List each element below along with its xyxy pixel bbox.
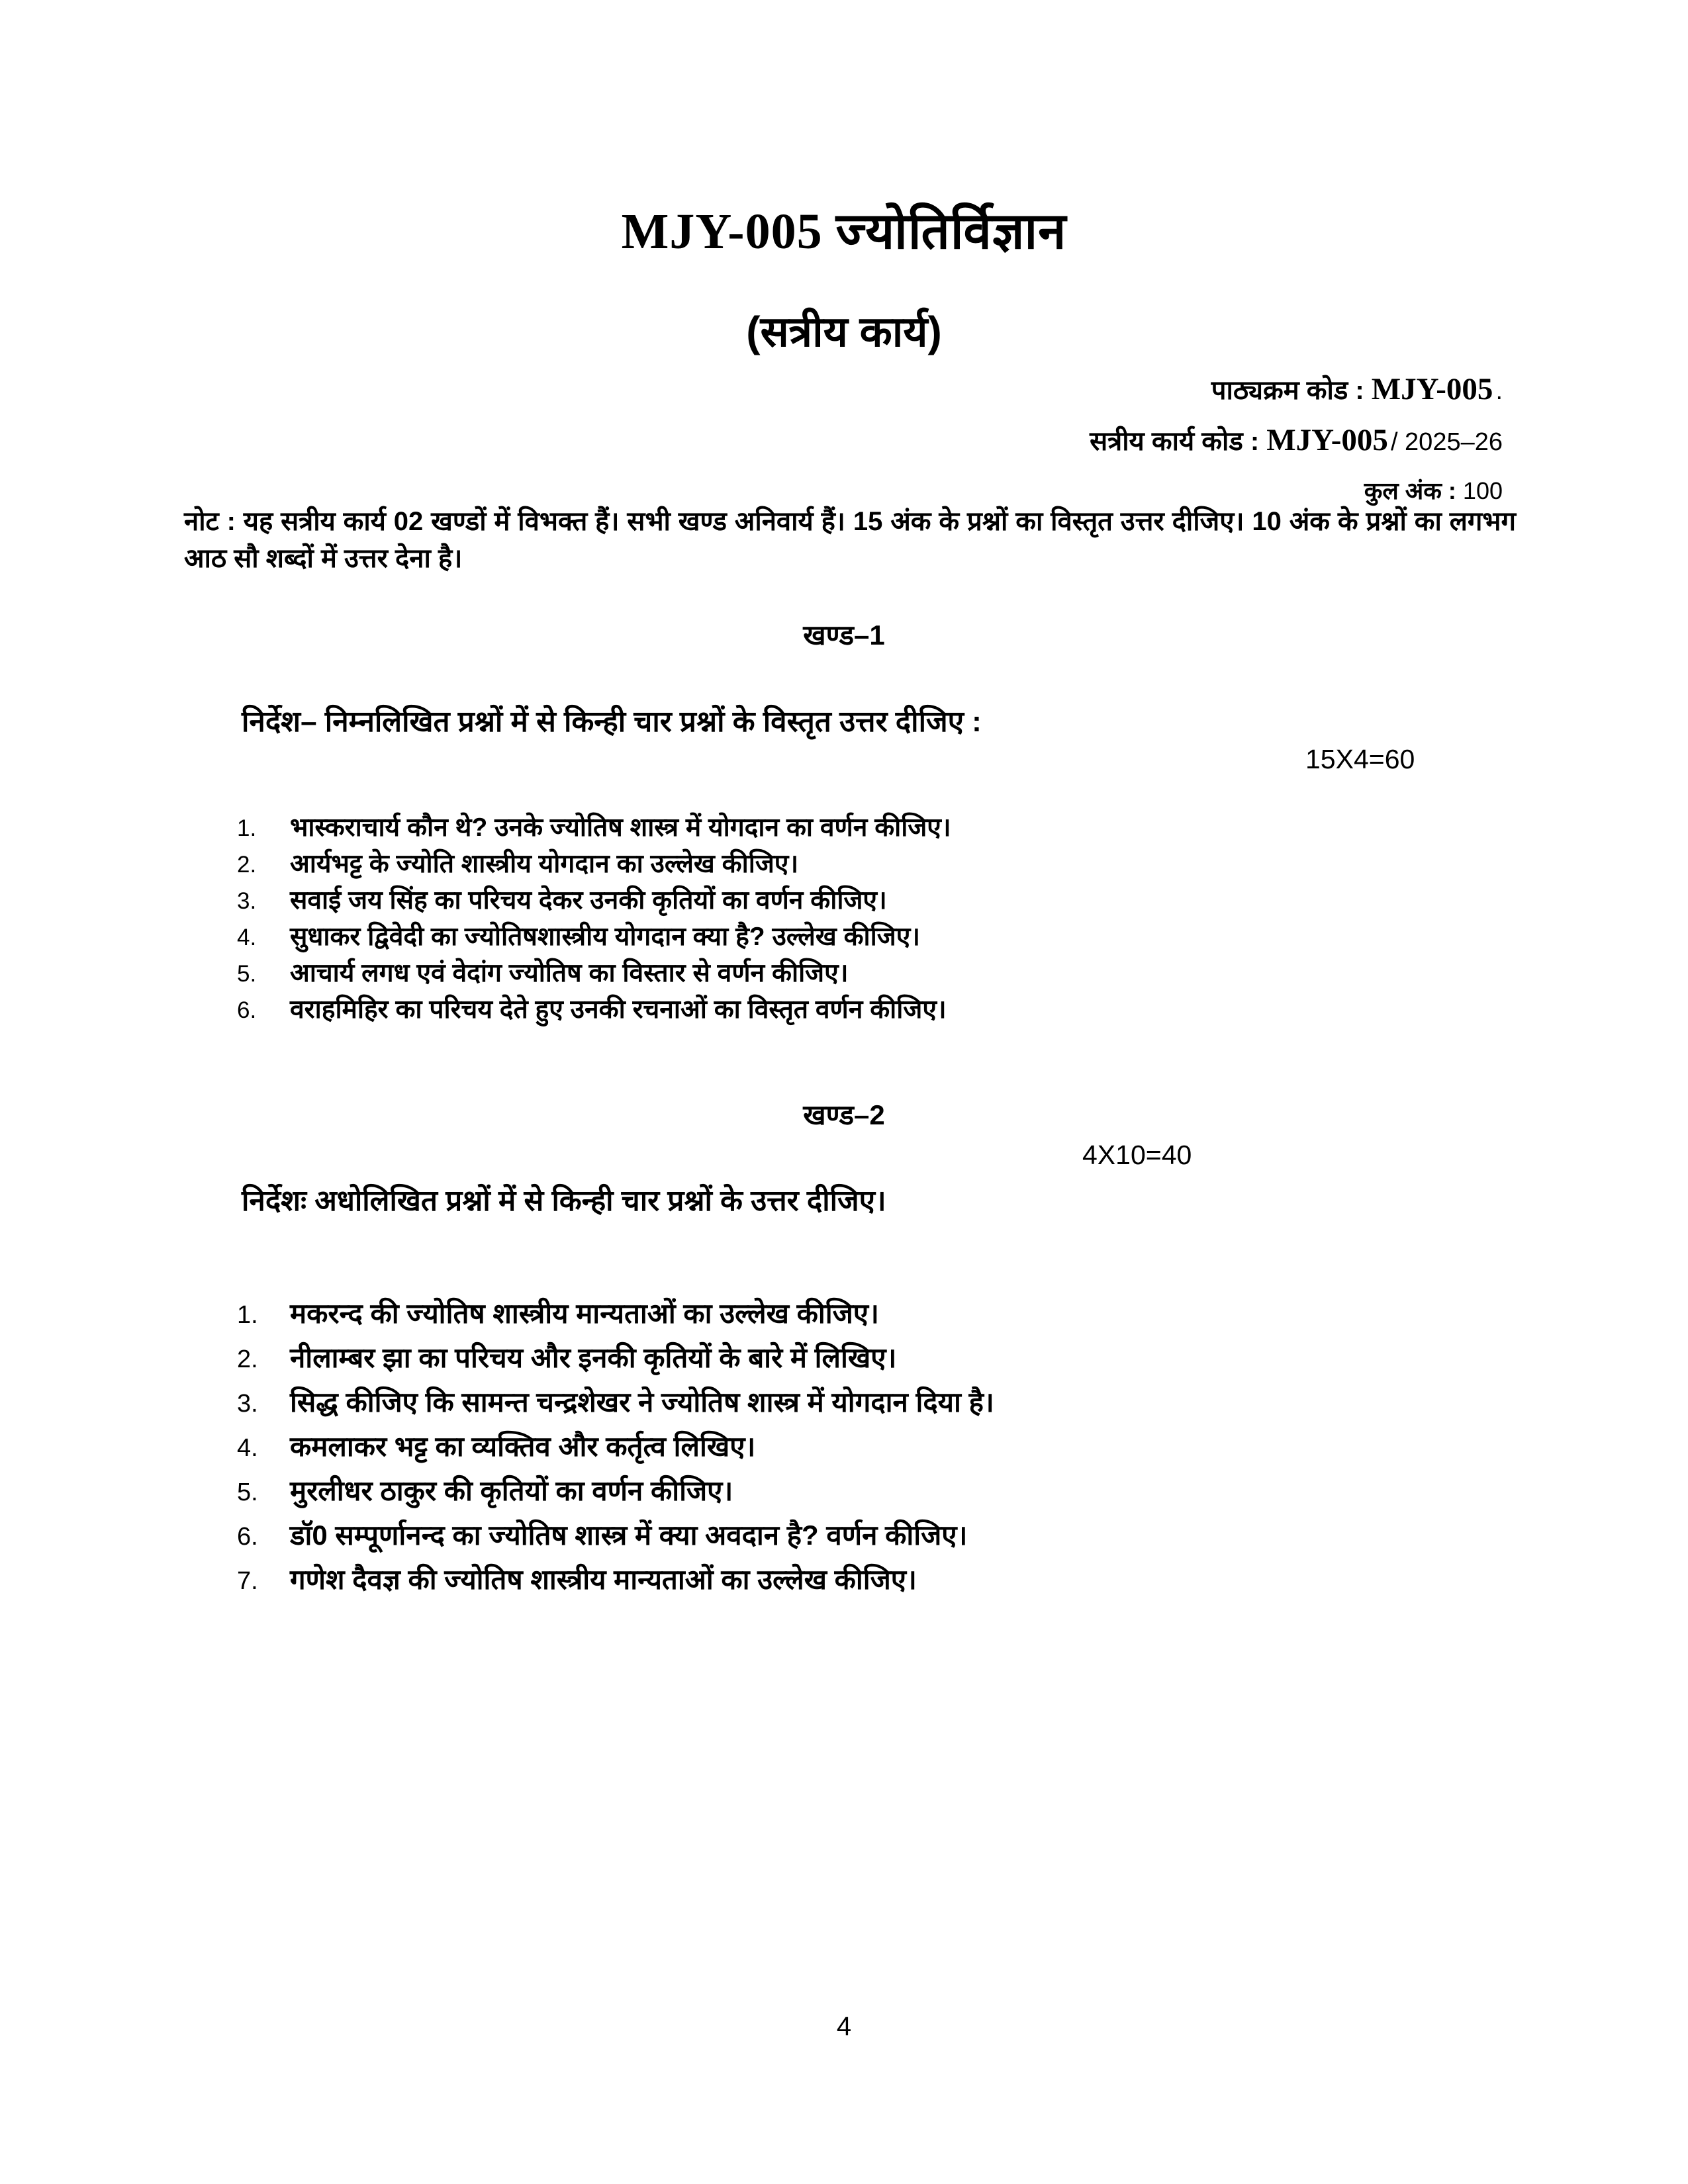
question-number: 3. xyxy=(237,888,257,914)
course-code-suffix: . xyxy=(1495,377,1503,405)
question-text: नीलाम्बर झा का परिचय और इनकी कृतियों के बारे में लिखिए। xyxy=(290,1342,897,1373)
question-number: 3. xyxy=(237,1390,258,1418)
section1-marks: 15X4=60 xyxy=(1305,744,1415,774)
question-number: 5. xyxy=(237,1479,258,1506)
question-number: 1. xyxy=(237,1301,258,1329)
note-paragraph: नोट : यह सत्रीय कार्य 02 खण्डों में विभक्त हैं। सभी खण्ड अनिवार्य हैं। 15 अंक के प्रश्नों का विस्तृत उत्तर दीजिए। 10 अंक के प्रश्नों का लगभग आठ सौ शब्दों में उत्तर देना है। xyxy=(184,507,1516,573)
question-row xyxy=(237,1516,1495,1560)
total-marks-label: कुल अंक : xyxy=(1364,477,1463,504)
question-number: 6. xyxy=(237,997,257,1023)
question-text: मुरलीधर ठाकुर की कृतियों का वर्णन कीजिए। xyxy=(290,1475,733,1506)
question-text: कमलाकर भट्ट का व्यक्तिव और कर्तृत्व लिखिए। xyxy=(290,1431,756,1462)
question-row xyxy=(237,1427,1495,1471)
assignment-code-line xyxy=(1090,418,1503,469)
question-number: 2. xyxy=(237,1345,258,1373)
section2-instruction: निर्देशः अधोलिखित प्रश्नों में से किन्ही चार प्रश्नों के उत्तर दीजिए। xyxy=(242,1185,886,1217)
question-number: 5. xyxy=(237,961,257,987)
question-text: सिद्ध कीजिए कि सामन्त चन्द्रशेखर ने ज्योतिष शास्त्र में योगदान दिया है। xyxy=(290,1387,994,1418)
question-text: सवाई जय सिंह का परिचय देकर उनकी कृतियों का वर्णन कीजिए। xyxy=(290,886,887,915)
question-number: 6. xyxy=(237,1523,258,1551)
total-marks-value: 100 xyxy=(1462,477,1503,504)
page-number: 4 xyxy=(836,2012,852,2041)
section2-marks: 4X10=40 xyxy=(1082,1140,1192,1170)
course-subject-title: ज्योतिर्विज्ञान xyxy=(835,203,1067,259)
question-row xyxy=(237,1560,1495,1604)
question-row xyxy=(237,882,1429,918)
course-code-label: पाठ्यक्रम कोड : xyxy=(1211,376,1372,405)
question-row xyxy=(237,845,1429,882)
question-text: सुधाकर द्विवेदी का ज्योतिषशास्त्रीय योगदान क्या है? उल्लेख कीजिए। xyxy=(290,923,921,951)
question-text: वराहमिहिर का परिचय देते हुए उनकी रचनाओं का विस्तृत वर्णन कीजिए। xyxy=(290,995,947,1024)
question-text: भास्कराचार्य कौन थे? उनके ज्योतिष शास्त्र में योगदान का वर्णन कीजिए। xyxy=(290,813,951,842)
question-row xyxy=(237,1294,1495,1338)
question-row xyxy=(237,991,1429,1027)
question-text: गणेश दैवज्ञ की ज्योतिष शास्त्रीय मान्यताओं का उल्लेख कीजिए। xyxy=(290,1564,917,1595)
question-number: 7. xyxy=(237,1567,258,1595)
course-code-line xyxy=(1090,367,1503,418)
page-title xyxy=(0,195,1688,263)
meta-block xyxy=(1090,367,1503,513)
question-text: डॉ0 सम्पूर्णानन्द का ज्योतिष शास्त्र में क्या अवदान है? वर्णन कीजिए। xyxy=(290,1520,968,1551)
question-row xyxy=(237,954,1429,991)
question-number: 4. xyxy=(237,925,257,950)
assignment-code-label: सत्रीय कार्य कोड : xyxy=(1090,427,1267,456)
question-row xyxy=(237,809,1429,845)
question-number: 2. xyxy=(237,852,257,878)
section1-question-list xyxy=(237,809,1429,1027)
question-number: 1. xyxy=(237,815,257,841)
assignment-code-value: MJY-005 xyxy=(1266,423,1388,457)
section2-question-list xyxy=(237,1294,1495,1604)
section1-heading: खण्ड–1 xyxy=(803,619,885,651)
section1-instruction: निर्देश– निम्नलिखित प्रश्नों में से किन्ही चार प्रश्नों के विस्तृत उत्तर दीजिए : xyxy=(242,705,982,738)
course-code-title: MJY-005 xyxy=(621,204,823,259)
course-code-value: MJY-005 xyxy=(1371,372,1493,406)
question-row xyxy=(237,918,1429,954)
question-text: आर्यभट्ट के ज्योति शास्त्रीय योगदान का उल्लेख कीजिए। xyxy=(290,850,799,878)
section2-heading: खण्ड–2 xyxy=(803,1099,885,1130)
assignment-session: / 2025–26 xyxy=(1390,428,1503,456)
question-text: आचार्य लगध एवं वेदांग ज्योतिष का विस्तार से वर्णन कीजिए। xyxy=(290,959,849,987)
question-row xyxy=(237,1383,1495,1427)
question-row xyxy=(237,1471,1495,1516)
question-number: 4. xyxy=(237,1434,258,1462)
question-row xyxy=(237,1338,1495,1383)
question-text: मकरन्द की ज्योतिष शास्त्रीय मान्यताओं का उल्लेख कीजिए। xyxy=(290,1298,879,1329)
document-subtitle: (सत्रीय कार्य) xyxy=(746,308,942,355)
